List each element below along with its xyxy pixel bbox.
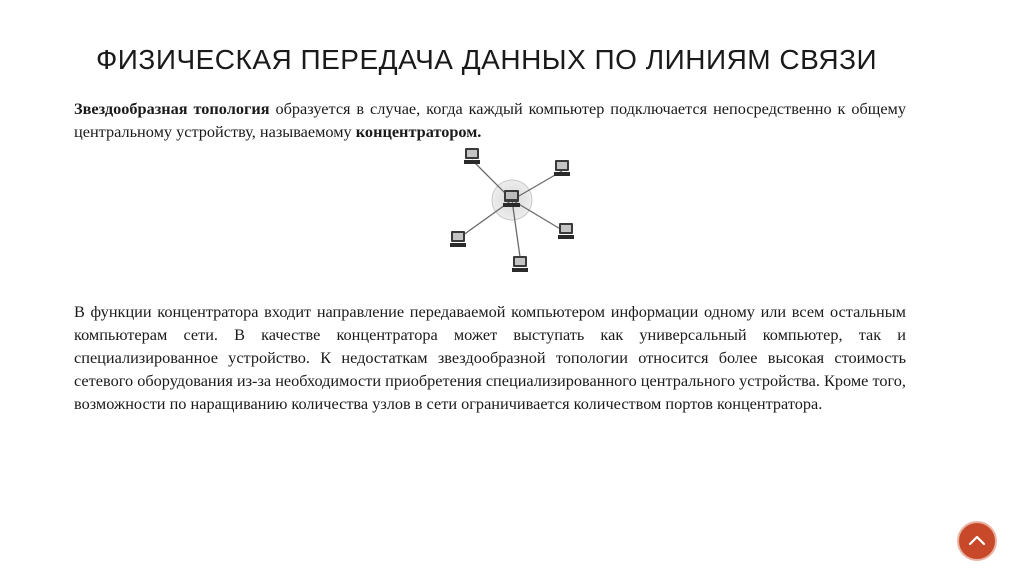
paragraph-hub-functions: В функции концентратора входит направление передаваемой компьютером информации одному или всем остальным компьютерам сети. В качестве концентратора может выступать как универсальный компьютер, так и специализированное устройство. К недостаткам звездообразной топологии относится более высокая стоимость сетевого оборудования из-за необходимости приобретения специализированного центрального устройства. Кроме того, возможности по наращиванию количества узлов в сети ограничивается количеством портов концентратора. — [74, 302, 906, 413]
computer-icon — [464, 148, 480, 164]
star-topology-diagram — [436, 140, 586, 282]
computer-icon — [450, 231, 466, 247]
intro-text: образуется в случае, когда каждый компьютер подключается непосредственно к общему центральному устройству, называемому — [74, 99, 906, 141]
chevron-up-icon — [959, 523, 995, 559]
scroll-top-button[interactable] — [957, 521, 997, 561]
term-star-topology: Звездообразная топология — [74, 99, 270, 118]
slide-title: ФИЗИЧЕСКАЯ ПЕРЕДАЧА ДАННЫХ ПО ЛИНИЯМ СВЯЗИ — [96, 44, 878, 75]
hub-icon — [503, 190, 520, 207]
paragraph-intro — [74, 97, 906, 143]
computer-icon — [512, 256, 528, 272]
term-hub: концентратором. — [355, 122, 482, 141]
computer-icon — [554, 160, 570, 176]
computer-icon — [558, 223, 574, 239]
